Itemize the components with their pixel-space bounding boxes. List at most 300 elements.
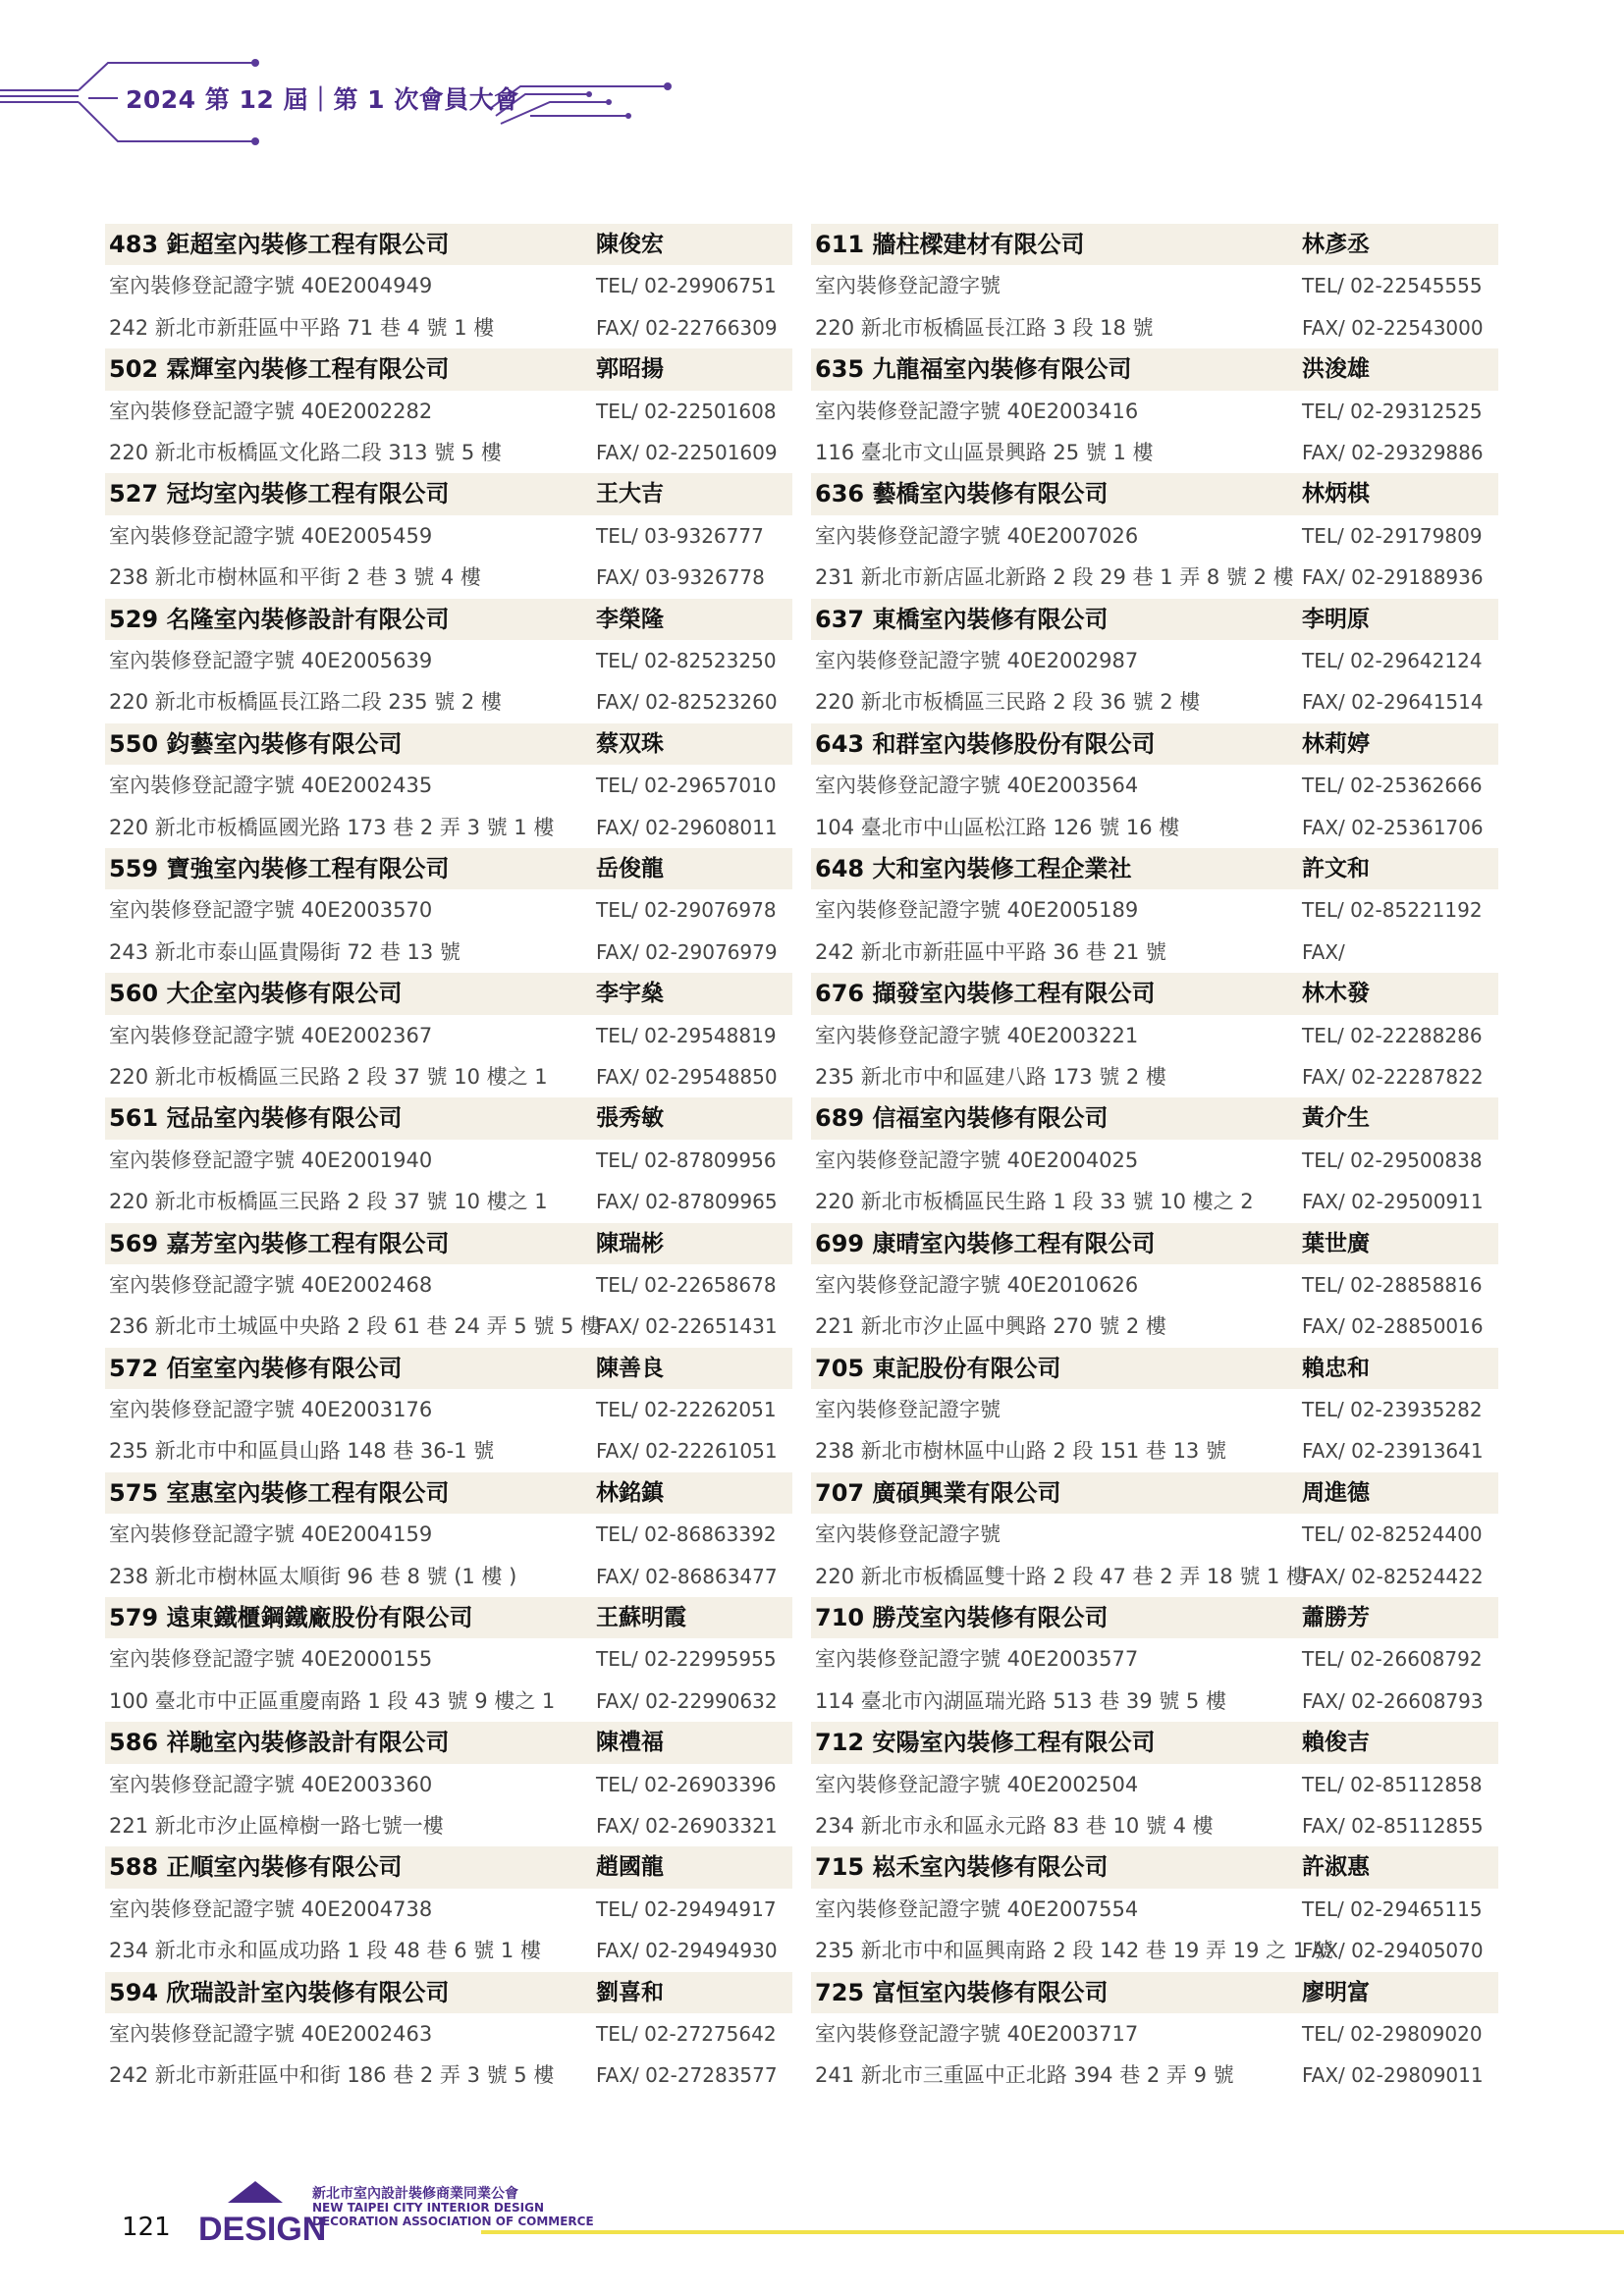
member-registration: 室內裝修登記證字號 40E2007554: [815, 1896, 1139, 1921]
member-number: 529: [109, 605, 159, 633]
member-company-name: 安陽室內裝修工程有限公司: [872, 1729, 1156, 1757]
member-fax: FAX/ 02-29548850: [596, 1064, 778, 1089]
member-entry: [811, 348, 1498, 473]
entry-detail-row: [105, 1306, 792, 1347]
entry-header-row: [811, 1597, 1498, 1638]
member-fax: FAX/ 02-26608793: [1302, 1688, 1484, 1713]
member-number: 575: [109, 1478, 159, 1507]
entry-header-row: [811, 723, 1498, 765]
member-registration: 室內裝修登記證字號 40E2003564: [815, 774, 1139, 798]
member-fax: FAX/ 02-29329886: [1302, 440, 1484, 464]
member-company: [109, 1472, 449, 1514]
entry-header-row: [105, 599, 792, 640]
member-company: [109, 224, 449, 265]
member-company: [815, 1972, 1108, 2013]
member-tel: TEL/ 02-22545555: [1302, 274, 1483, 298]
member-address: 220 新北市板橋區長江路二段 235 號 2 樓: [109, 690, 502, 715]
member-company-name: 冠品室內裝修有限公司: [166, 1104, 403, 1133]
member-tel: TEL/ 02-29657010: [596, 774, 777, 798]
member-company: [109, 1972, 449, 2013]
member-entry: [105, 973, 792, 1097]
member-address: 220 新北市板橋區三民路 2 段 37 號 10 樓之 1: [109, 1064, 548, 1089]
logo-text: [312, 2187, 594, 2228]
member-tel: TEL/ 02-87809956: [596, 1148, 777, 1172]
member-registration: 室內裝修登記證字號 40E2002367: [109, 1023, 433, 1047]
entry-detail-row: [811, 1514, 1498, 1555]
member-fax: FAX/ 02-28850016: [1302, 1314, 1484, 1339]
member-registration: 室內裝修登記證字號 40E2002282: [109, 399, 433, 423]
member-company-name: 鉅超室內裝修工程有限公司: [166, 231, 450, 258]
member-number: 705: [815, 1354, 865, 1382]
member-representative: 李榮隆: [596, 606, 664, 632]
entry-header-row: [811, 1472, 1498, 1514]
member-number: 559: [109, 854, 159, 882]
member-number: 648: [815, 854, 865, 882]
member-entry: [105, 1348, 792, 1472]
member-tel: TEL/ 02-22995955: [596, 1647, 777, 1672]
entry-header-row: [105, 1223, 792, 1264]
member-number: 715: [815, 1853, 865, 1882]
member-entry: [811, 973, 1498, 1097]
member-company: [815, 1348, 1060, 1389]
entry-detail-row: [105, 1056, 792, 1097]
member-company-name: 寶強室內裝修工程有限公司: [166, 854, 450, 882]
entry-detail-row: [811, 1306, 1498, 1347]
member-company: [109, 973, 402, 1014]
member-company-name: 欣瑞設計室內裝修有限公司: [166, 1978, 450, 2006]
member-tel: TEL/ 02-29906751: [596, 274, 777, 298]
member-number: 637: [815, 605, 865, 633]
member-tel: TEL/ 02-29494917: [596, 1896, 777, 1921]
member-company-name: 康晴室內裝修工程有限公司: [872, 1229, 1156, 1257]
entry-detail-row: [811, 1056, 1498, 1097]
member-address: 238 新北市樹林區太順街 96 巷 8 號 (1 樓 ): [109, 1564, 517, 1588]
member-tel: TEL/ 02-29548819: [596, 1023, 777, 1047]
footer-rule: [481, 2230, 1624, 2234]
member-representative: 林彥丞: [1302, 232, 1370, 257]
entry-detail-row: [105, 1015, 792, 1056]
entry-header-row: [105, 1597, 792, 1638]
entry-detail-row: [105, 1930, 792, 1971]
entry-header-row: [811, 599, 1498, 640]
member-fax: FAX/ 02-22651431: [596, 1314, 778, 1339]
member-fax: FAX/ 02-85112855: [1302, 1814, 1484, 1839]
page-number: 121: [122, 2213, 171, 2242]
member-representative: 趙國龍: [596, 1854, 664, 1881]
member-company: [109, 473, 449, 514]
member-company-name: 東橋室內裝修有限公司: [872, 605, 1109, 633]
entry-detail-row: [105, 1181, 792, 1222]
member-registration: 室內裝修登記證字號 40E2001940: [109, 1148, 433, 1172]
entry-header-row: [105, 224, 792, 265]
member-entry: [105, 1846, 792, 1971]
entry-header-row: [811, 473, 1498, 514]
member-company-name: 東記股份有限公司: [872, 1354, 1061, 1382]
member-registration: 室內裝修登記證字號 40E2007026: [815, 523, 1139, 548]
entry-header-row: [811, 1722, 1498, 1763]
member-number: 611: [815, 231, 865, 258]
member-representative: 賴俊吉: [1302, 1730, 1370, 1756]
member-entry: [811, 1097, 1498, 1222]
member-representative: 林莉婷: [1302, 730, 1370, 757]
member-entry: [105, 473, 792, 598]
entry-detail-row: [811, 932, 1498, 973]
member-tel: TEL/ 02-22658678: [596, 1272, 777, 1297]
member-registration: 室內裝修登記證字號 40E2005639: [109, 648, 433, 672]
member-company: [815, 1097, 1108, 1139]
member-company: [815, 473, 1108, 514]
entry-detail-row: [105, 1389, 792, 1430]
entry-detail-row: [811, 1930, 1498, 1971]
entry-detail-row: [105, 1430, 792, 1471]
member-number: 588: [109, 1853, 159, 1882]
member-number: 707: [815, 1478, 865, 1507]
entry-header-row: [105, 973, 792, 1014]
entry-detail-row: [811, 515, 1498, 557]
member-company-name: 嘉芳室內裝修工程有限公司: [166, 1229, 450, 1257]
entry-detail-row: [811, 765, 1498, 806]
member-number: 710: [815, 1604, 865, 1632]
member-registration: 室內裝修登記證字號: [815, 1398, 1001, 1422]
entry-detail-row: [105, 391, 792, 432]
member-company-name: 大企室內裝修有限公司: [166, 980, 403, 1008]
member-tel: TEL/ 02-29642124: [1302, 648, 1483, 672]
member-registration: 室內裝修登記證字號 40E2002463: [109, 2022, 433, 2047]
entry-detail-row: [105, 307, 792, 348]
member-company: [815, 1597, 1108, 1638]
member-company: [109, 1597, 472, 1638]
member-entry: [811, 1597, 1498, 1722]
entry-header-row: [811, 1223, 1498, 1264]
member-entry: [811, 1722, 1498, 1846]
entry-header-row: [811, 1972, 1498, 2013]
member-number: 643: [815, 729, 865, 758]
entry-detail-row: [105, 932, 792, 973]
member-number: 550: [109, 729, 159, 758]
member-company-name: 佰室室內裝修有限公司: [166, 1354, 403, 1382]
member-company: [109, 1097, 402, 1139]
member-number: 560: [109, 980, 159, 1008]
entry-detail-row: [811, 1140, 1498, 1181]
member-registration: 室內裝修登記證字號 40E2004159: [109, 1522, 433, 1547]
member-company-name: 室惠室內裝修工程有限公司: [166, 1478, 450, 1507]
member-fax: FAX/ 02-26903321: [596, 1814, 778, 1839]
entry-detail-row: [811, 391, 1498, 432]
member-representative: 李宇燊: [596, 981, 664, 1007]
member-registration: 室內裝修登記證字號 40E2000155: [109, 1647, 433, 1672]
member-tel: TEL/ 02-82524400: [1302, 1522, 1483, 1547]
entry-detail-row: [811, 1264, 1498, 1306]
entry-header-row: [811, 1348, 1498, 1389]
member-tel: TEL/ 02-85112858: [1302, 1772, 1483, 1796]
member-address: 100 臺北市中正區重慶南路 1 段 43 號 9 樓之 1: [109, 1688, 556, 1713]
entry-detail-row: [105, 1764, 792, 1805]
member-company-name: 九龍福室內裝修有限公司: [872, 355, 1132, 384]
member-representative: 陳善良: [596, 1355, 664, 1381]
member-company-name: 遠東鐵櫃鋼鐵廠股份有限公司: [166, 1604, 473, 1632]
entry-header-row: [811, 848, 1498, 889]
entry-header-row: [105, 723, 792, 765]
member-number: 594: [109, 1978, 159, 2006]
member-company-name: 廣碩興業有限公司: [872, 1478, 1061, 1507]
member-address: 221 新北市汐止區中興路 270 號 2 樓: [815, 1314, 1166, 1339]
member-registration: 室內裝修登記證字號 40E2002987: [815, 648, 1139, 672]
member-company-name: 藝橋室內裝修有限公司: [872, 480, 1109, 508]
member-fax: FAX/ 02-22261051: [596, 1439, 778, 1464]
member-company-name: 牆柱樑建材有限公司: [872, 231, 1085, 258]
entry-detail-row: [811, 889, 1498, 931]
member-address: 220 新北市板橋區國光路 173 巷 2 弄 3 號 1 樓: [109, 815, 555, 839]
entry-detail-row: [811, 1764, 1498, 1805]
org-name-en-2: DECORATION ASSOCIATION OF COMMERCE: [312, 2215, 594, 2228]
member-entry: [811, 1972, 1498, 2097]
entry-detail-row: [811, 1181, 1498, 1222]
member-registration: 室內裝修登記證字號 40E2003570: [109, 898, 433, 923]
right-column: [811, 224, 1498, 2097]
entry-detail-row: [105, 1556, 792, 1597]
entry-detail-row: [811, 1389, 1498, 1430]
member-registration: 室內裝修登記證字號 40E2004949: [109, 274, 433, 298]
member-number: 569: [109, 1229, 159, 1257]
member-address: 220 新北市板橋區民生路 1 段 33 號 10 樓之 2: [815, 1190, 1254, 1214]
member-entry: [105, 1097, 792, 1222]
member-number: 561: [109, 1104, 159, 1133]
member-registration: 室內裝修登記證字號 40E2004025: [815, 1148, 1139, 1172]
member-entry: [105, 1597, 792, 1722]
association-logo: [196, 2177, 327, 2248]
member-representative: 郭昭揚: [596, 356, 664, 383]
entry-detail-row: [105, 1140, 792, 1181]
member-number: 636: [815, 480, 865, 508]
member-company: [815, 224, 1084, 265]
member-representative: 陳俊宏: [596, 232, 664, 257]
entry-header-row: [811, 224, 1498, 265]
member-representative: 岳俊龍: [596, 855, 664, 881]
entry-detail-row: [105, 1638, 792, 1680]
member-address: 242 新北市新莊區中平路 36 巷 21 號: [815, 939, 1166, 964]
member-fax: FAX/: [1302, 939, 1345, 964]
entry-detail-row: [811, 1015, 1498, 1056]
member-company: [815, 973, 1155, 1014]
member-representative: 林炳棋: [1302, 481, 1370, 507]
member-entry: [105, 723, 792, 848]
entry-detail-row: [811, 1805, 1498, 1846]
member-fax: FAX/ 02-29188936: [1302, 565, 1484, 590]
entry-detail-row: [811, 2013, 1498, 2055]
member-tel: TEL/ 02-82523250: [596, 648, 777, 672]
member-entry: [811, 723, 1498, 848]
member-fax: FAX/ 02-22543000: [1302, 315, 1484, 340]
member-tel: TEL/ 02-86863392: [596, 1522, 777, 1547]
member-company-name: 冠均室內裝修工程有限公司: [166, 480, 450, 508]
member-address: 238 新北市樹林區和平街 2 巷 3 號 4 樓: [109, 565, 481, 590]
member-fax: FAX/ 02-22990632: [596, 1688, 778, 1713]
member-fax: FAX/ 02-29494930: [596, 1939, 778, 1963]
member-representative: 黃介生: [1302, 1105, 1370, 1132]
member-address: 220 新北市板橋區三民路 2 段 37 號 10 樓之 1: [109, 1190, 548, 1214]
member-fax: FAX/ 02-25361706: [1302, 815, 1484, 839]
member-entry: [105, 848, 792, 973]
member-fax: FAX/ 02-29608011: [596, 815, 778, 839]
member-representative: 葉世廣: [1302, 1230, 1370, 1256]
member-address: 221 新北市汐止區樟樹一路七號一樓: [109, 1814, 444, 1839]
member-address: 220 新北市板橋區三民路 2 段 36 號 2 樓: [815, 690, 1201, 715]
member-fax: FAX/ 02-29405070: [1302, 1939, 1484, 1963]
member-registration: 室內裝修登記證字號 40E2003416: [815, 399, 1139, 423]
member-number: 712: [815, 1729, 865, 1757]
member-company: [815, 348, 1131, 390]
member-entry: [811, 473, 1498, 598]
member-address: 238 新北市樹林區中山路 2 段 151 巷 13 號: [815, 1439, 1226, 1464]
member-entry: [811, 1846, 1498, 1971]
member-fax: FAX/ 02-23913641: [1302, 1439, 1484, 1464]
entry-detail-row: [811, 557, 1498, 598]
member-tel: TEL/ 02-29312525: [1302, 399, 1483, 423]
member-tel: TEL/ 02-25362666: [1302, 774, 1483, 798]
member-entry: [811, 224, 1498, 348]
entry-detail-row: [105, 889, 792, 931]
member-registration: 室內裝修登記證字號 40E2002504: [815, 1772, 1139, 1796]
member-company-name: 祥馳室內裝修設計有限公司: [166, 1729, 450, 1757]
logo-word: DESIGN: [198, 2211, 327, 2248]
member-company: [109, 1223, 449, 1264]
member-number: 586: [109, 1729, 159, 1757]
entry-header-row: [811, 1097, 1498, 1139]
entry-detail-row: [105, 2013, 792, 2055]
member-entry: [105, 224, 792, 348]
member-address: 231 新北市新店區北新路 2 段 29 巷 1 弄 8 號 2 樓: [815, 565, 1294, 590]
entry-detail-row: [811, 1681, 1498, 1722]
member-company-name: 名隆室內裝修設計有限公司: [166, 605, 450, 633]
member-address: 220 新北市板橋區文化路二段 313 號 5 樓: [109, 440, 502, 464]
member-tel: TEL/ 02-29500838: [1302, 1148, 1483, 1172]
member-company-name: 鈞藝室內裝修有限公司: [166, 729, 403, 758]
member-company: [815, 1846, 1108, 1888]
member-representative: 陳禮福: [596, 1730, 664, 1756]
member-company: [815, 848, 1131, 889]
member-fax: FAX/ 02-22287822: [1302, 1064, 1484, 1089]
member-address: 235 新北市中和區建八路 173 號 2 樓: [815, 1064, 1166, 1089]
member-number: 502: [109, 355, 159, 384]
member-address: 220 新北市板橋區雙十路 2 段 47 巷 2 弄 18 號 1 樓: [815, 1564, 1308, 1588]
entry-header-row: [811, 348, 1498, 390]
member-company: [109, 1722, 449, 1763]
member-address: 234 新北市永和區永元路 83 巷 10 號 4 樓: [815, 1814, 1214, 1839]
member-number: 483: [109, 231, 159, 258]
entry-header-row: [811, 1846, 1498, 1888]
entry-detail-row: [811, 1638, 1498, 1680]
member-entry: [105, 348, 792, 473]
member-company: [815, 1722, 1155, 1763]
member-registration: 室內裝修登記證字號 40E2003577: [815, 1647, 1139, 1672]
member-representative: 林木發: [1302, 981, 1370, 1007]
member-registration: 室內裝修登記證字號 40E2004738: [109, 1896, 433, 1921]
member-representative: 蔡双珠: [596, 730, 664, 757]
member-number: 527: [109, 480, 159, 508]
member-tel: TEL/ 02-26903396: [596, 1772, 777, 1796]
member-representative: 張秀敏: [596, 1105, 664, 1132]
org-name-en-1: NEW TAIPEI CITY INTERIOR DESIGN: [312, 2201, 544, 2215]
entry-header-row: [105, 473, 792, 514]
member-address: 235 新北市中和區員山路 148 巷 36-1 號: [109, 1439, 495, 1464]
entry-detail-row: [811, 1430, 1498, 1471]
entry-header-row: [105, 1472, 792, 1514]
entry-detail-row: [105, 557, 792, 598]
member-representative: 周進德: [1302, 1479, 1370, 1506]
member-number: 579: [109, 1604, 159, 1632]
member-address: 220 新北市板橋區長江路 3 段 18 號: [815, 315, 1154, 340]
member-entry: [811, 1472, 1498, 1597]
entry-header-row: [105, 1722, 792, 1763]
member-number: 572: [109, 1354, 159, 1382]
member-representative: 廖明富: [1302, 1979, 1370, 2005]
member-registration: 室內裝修登記證字號 40E2002435: [109, 774, 433, 798]
member-company-name: 勝茂室內裝修有限公司: [872, 1604, 1109, 1632]
member-company: [815, 1223, 1155, 1264]
member-address: 235 新北市中和區興南路 2 段 142 巷 19 弄 19 之 1 號: [815, 1939, 1333, 1963]
member-entry: [811, 1348, 1498, 1472]
member-tel: TEL/ 02-28858816: [1302, 1272, 1483, 1297]
page-footer: [0, 2160, 1624, 2258]
member-tel: TEL/ 02-85221192: [1302, 898, 1483, 923]
entry-header-row: [105, 1097, 792, 1139]
member-registration: 室內裝修登記證字號: [815, 1522, 1001, 1547]
member-address: 114 臺北市內湖區瑞光路 513 巷 39 號 5 樓: [815, 1688, 1226, 1713]
entry-detail-row: [105, 515, 792, 557]
entry-detail-row: [105, 765, 792, 806]
member-company: [109, 1348, 402, 1389]
member-company: [815, 599, 1108, 640]
member-representative: 陳瑞彬: [596, 1230, 664, 1256]
member-company-name: 信福室內裝修有限公司: [872, 1104, 1109, 1133]
page-title: 2024 第 12 屆｜第 1 次會員大會: [126, 85, 519, 114]
member-address: 236 新北市土城區中央路 2 段 61 巷 24 弄 5 號 5 樓: [109, 1314, 602, 1339]
entry-detail-row: [811, 2055, 1498, 2096]
member-entry: [105, 1223, 792, 1348]
member-company: [109, 348, 449, 390]
member-fax: FAX/ 02-29500911: [1302, 1190, 1484, 1214]
member-registration: 室內裝修登記證字號 40E2005189: [815, 898, 1139, 923]
member-tel: TEL/ 02-22262051: [596, 1398, 777, 1422]
member-registration: 室內裝修登記證字號 40E2010626: [815, 1272, 1139, 1297]
member-company: [109, 848, 449, 889]
member-registration: 室內裝修登記證字號 40E2005459: [109, 523, 433, 548]
member-tel: TEL/ 02-22501608: [596, 399, 777, 423]
member-fax: FAX/ 02-29809011: [1302, 2063, 1484, 2088]
member-representative: 蕭勝芳: [1302, 1605, 1370, 1631]
member-fax: FAX/ 02-22766309: [596, 315, 778, 340]
member-registration: 室內裝修登記證字號 40E2003176: [109, 1398, 433, 1422]
entry-detail-row: [811, 307, 1498, 348]
member-registration: 室內裝修登記證字號 40E2003717: [815, 2022, 1139, 2047]
entry-detail-row: [105, 1681, 792, 1722]
member-representative: 王蘇明霞: [596, 1605, 686, 1631]
left-column: [105, 224, 792, 2097]
member-fax: FAX/ 02-29076979: [596, 939, 778, 964]
member-representative: 李明原: [1302, 606, 1370, 632]
member-address: 243 新北市泰山區貴陽街 72 巷 13 號: [109, 939, 460, 964]
member-number: 699: [815, 1229, 865, 1257]
member-representative: 王大吉: [596, 481, 664, 507]
entry-detail-row: [811, 1556, 1498, 1597]
member-entry: [105, 599, 792, 723]
entry-detail-row: [105, 1805, 792, 1846]
entry-detail-row: [105, 265, 792, 306]
entry-detail-row: [811, 807, 1498, 848]
entry-detail-row: [105, 681, 792, 722]
member-fax: FAX/ 02-82523260: [596, 690, 778, 715]
entry-detail-row: [811, 265, 1498, 306]
